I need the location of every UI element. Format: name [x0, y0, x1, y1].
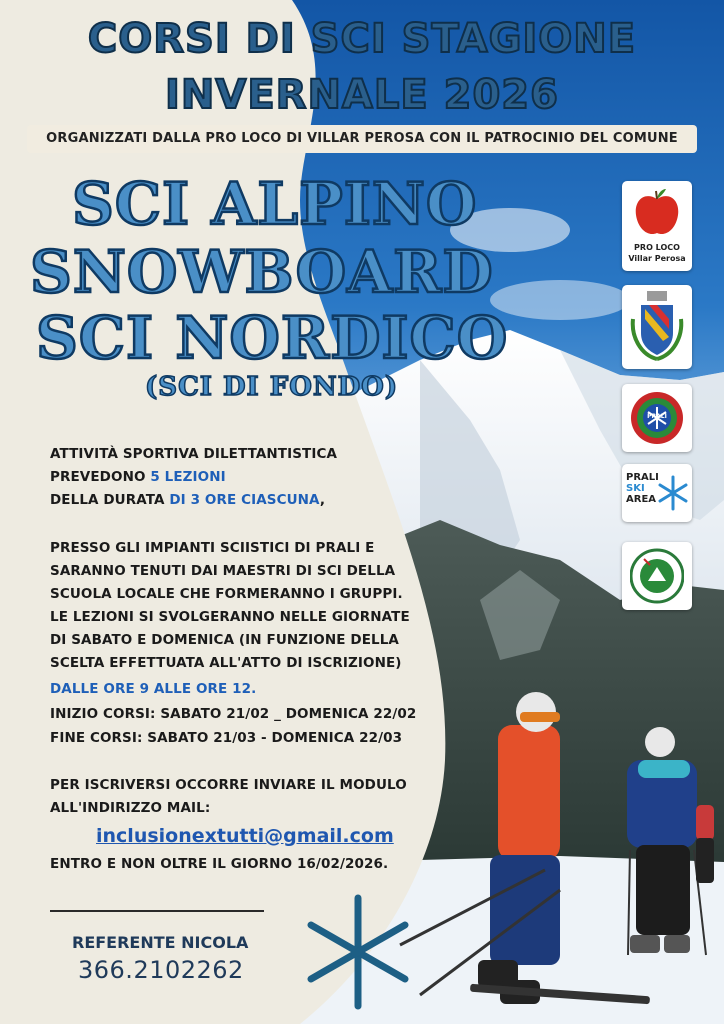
- logo-pro-loco-text-1: PRO LOCO: [634, 243, 680, 252]
- logo-scuola-sci-text: PRALI: [647, 413, 667, 420]
- body-line: PRESSO GLI IMPIANTI SCIISTICI DI PRALI E: [50, 540, 375, 556]
- logo-scuola-sci-prali: [622, 384, 692, 452]
- title-line-1: CORSI DI SCI STAGIONE: [87, 16, 637, 62]
- logo-pro-loco-text-2: Villar Perosa: [628, 254, 686, 263]
- email-link[interactable]: inclusionextutti@gmail.com: [96, 825, 394, 847]
- discipline-snowboard: SNOWBOARD: [30, 238, 494, 306]
- snowflake-icon: [298, 892, 418, 1012]
- body-line: DI SABATO E DOMENICA (IN FUNZIONE DELLA: [50, 632, 399, 648]
- prali-snowflake-icon: [658, 474, 688, 512]
- body-line: ATTIVITÀ SPORTIVA DILETTANTISTICA: [50, 446, 338, 462]
- body-line-scadenza: ENTRO E NON OLTRE IL GIORNO 16/02/2026.: [50, 856, 389, 872]
- discipline-sci-alpino: SCI ALPINO: [72, 170, 478, 238]
- body-line: ALL'INDIRIZZO MAIL:: [50, 800, 211, 816]
- discipline-sci-nordico: SCI NORDICO: [36, 304, 509, 372]
- body-line: PREVEDONO 5 LEZIONI: [50, 469, 226, 485]
- body-line: SCUOLA LOCALE CHE FORMERANNO I GRUPPI.: [50, 586, 403, 602]
- logo-comune: [622, 285, 692, 369]
- apple-icon: [632, 187, 682, 239]
- subtitle: ORGANIZZATI DALLA PRO LOCO DI VILLAR PEROSA CON IL PATROCINIO DEL COMUNE: [46, 131, 678, 146]
- body-line: LE LEZIONI SI SVOLGERANNO NELLE GIORNATE: [50, 609, 410, 625]
- body-line: DELLA DURATA DI 3 ORE CIASCUNA,: [50, 492, 326, 508]
- logo-alpini: [622, 542, 692, 610]
- logo-pro-loco: [622, 181, 692, 271]
- logo-prali-ski-area: [622, 464, 692, 522]
- highlight-durata: DI 3 ORE CIASCUNA: [169, 492, 320, 508]
- highlight-lezioni: 5 LEZIONI: [150, 469, 226, 485]
- body-line-orario: DALLE ORE 9 ALLE ORE 12.: [50, 681, 257, 697]
- title-line-2: INVERNALE 2026: [165, 72, 559, 118]
- body-line: SCELTA EFFETTUATA ALL'ATTO DI ISCRIZIONE): [50, 655, 402, 671]
- divider: [50, 910, 264, 912]
- alpini-badge-icon: [630, 545, 684, 607]
- coat-of-arms-icon: [627, 289, 687, 365]
- contact-label: REFERENTE NICOLA: [72, 933, 249, 952]
- body-line: SARANNO TENUTI DAI MAESTRI DI SCI DELLA: [50, 563, 396, 579]
- logo-prali-text: PRALI SKI AREA: [626, 472, 659, 505]
- discipline-sci-di-fondo: (SCI DI FONDO): [145, 372, 399, 402]
- body-line-fine: FINE CORSI: SABATO 21/03 - DOMENICA 22/03: [50, 730, 403, 746]
- contact-phone[interactable]: 366.2102262: [78, 956, 244, 984]
- body-line-inizio: INIZIO CORSI: SABATO 21/02 _ DOMENICA 22/02: [50, 706, 417, 722]
- body-line: PER ISCRIVERSI OCCORRE INVIARE IL MODULO: [50, 777, 407, 793]
